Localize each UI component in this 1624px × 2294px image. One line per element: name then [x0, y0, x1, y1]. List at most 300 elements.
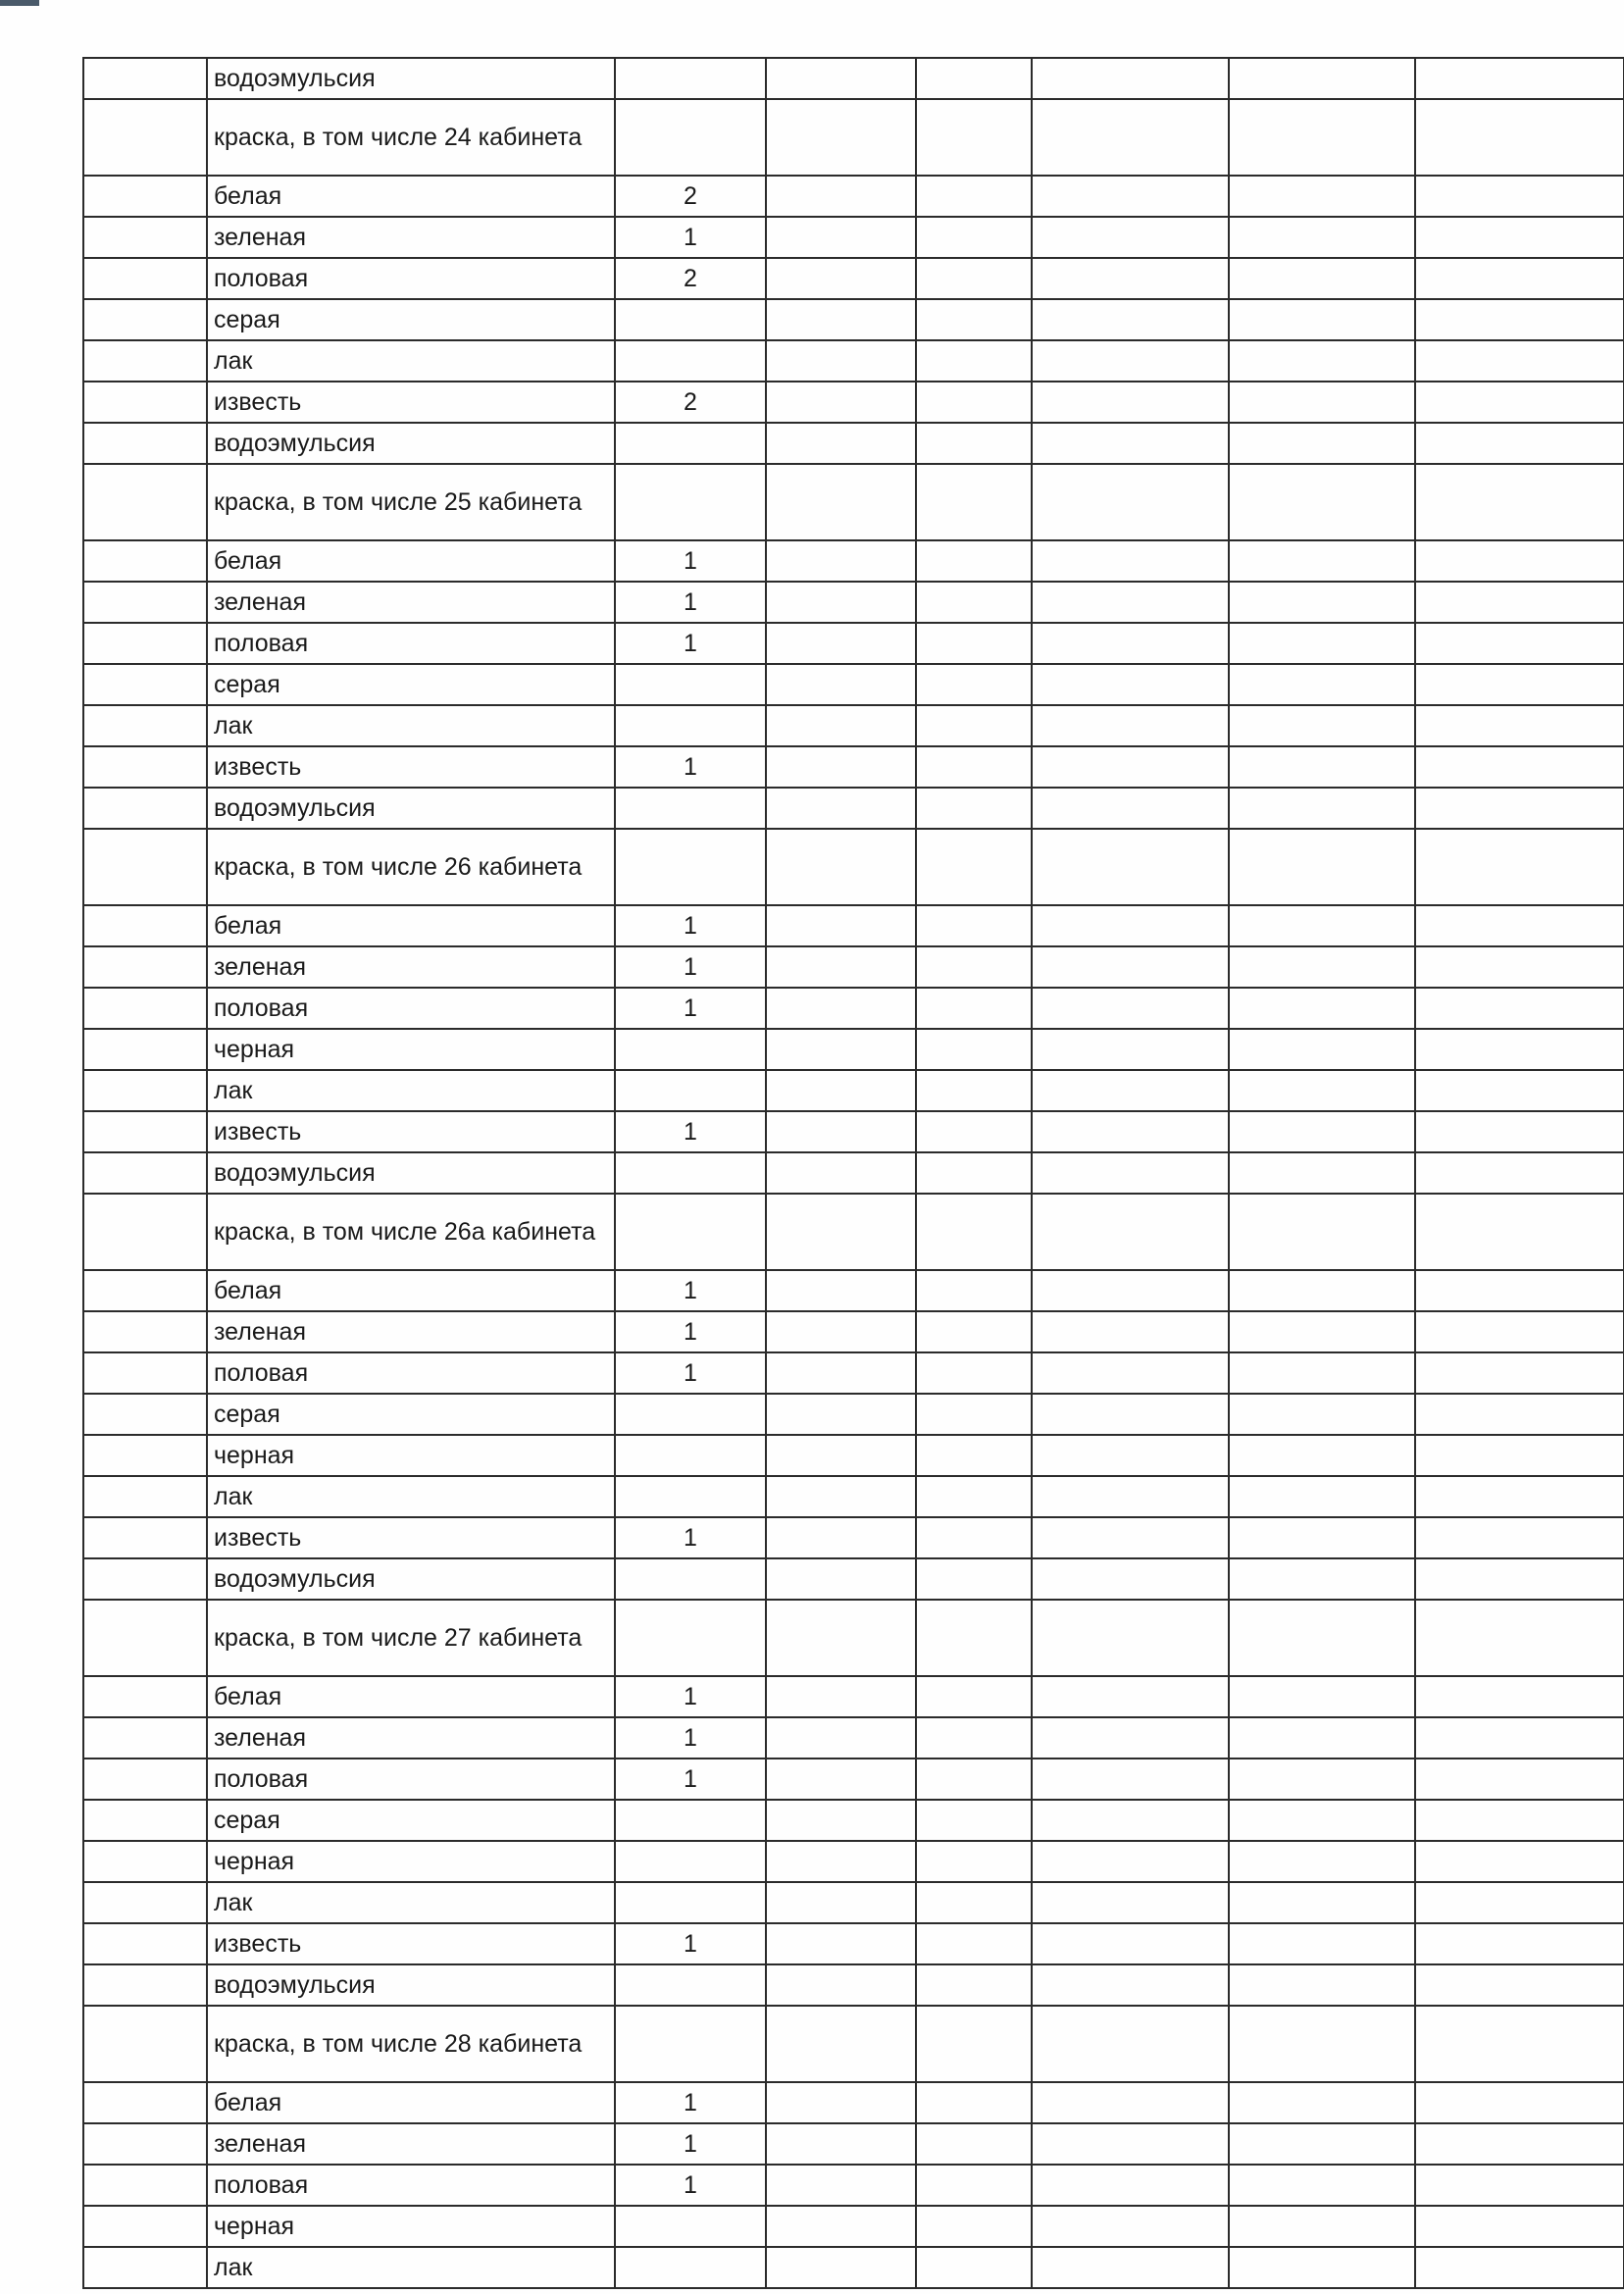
item-name-cell: краска, в том числе 26 кабинета [207, 829, 615, 905]
empty-cell [1415, 788, 1624, 829]
empty-cell [766, 1923, 916, 1964]
empty-cell [916, 1111, 1032, 1152]
empty-cell [1032, 1676, 1229, 1717]
item-name-cell: белая [207, 1270, 615, 1311]
empty-cell [1415, 2006, 1624, 2082]
table-row [83, 1676, 1624, 1717]
quantity-cell [615, 1964, 766, 2006]
empty-cell [1032, 1435, 1229, 1476]
empty-cell [1415, 258, 1624, 299]
row-number-cell [83, 1270, 207, 1311]
table-row [83, 258, 1624, 299]
row-number-cell [83, 217, 207, 258]
empty-cell [1032, 746, 1229, 788]
table-row [83, 382, 1624, 423]
empty-cell [1229, 1270, 1415, 1311]
empty-cell [1229, 1717, 1415, 1759]
table-row [83, 1717, 1624, 1759]
empty-cell [916, 905, 1032, 946]
table-row [83, 299, 1624, 340]
empty-cell [916, 217, 1032, 258]
empty-cell [1415, 623, 1624, 664]
empty-cell [916, 788, 1032, 829]
empty-cell [916, 1759, 1032, 1800]
empty-cell [916, 258, 1032, 299]
table-row [83, 340, 1624, 382]
row-number-cell [83, 1311, 207, 1352]
empty-cell [1415, 464, 1624, 540]
empty-cell [1032, 2123, 1229, 2165]
table-row [83, 2165, 1624, 2206]
empty-cell [1229, 99, 1415, 176]
row-number-cell [83, 1394, 207, 1435]
empty-cell [766, 299, 916, 340]
empty-cell [1229, 1152, 1415, 1194]
empty-cell [766, 2082, 916, 2123]
empty-cell [916, 1717, 1032, 1759]
empty-cell [1032, 464, 1229, 540]
empty-cell [766, 946, 916, 988]
empty-cell [1229, 1311, 1415, 1352]
quantity-cell: 2 [615, 176, 766, 217]
table-row [83, 2123, 1624, 2165]
item-name-cell: известь [207, 382, 615, 423]
table-row [83, 1882, 1624, 1923]
empty-cell [1415, 1352, 1624, 1394]
table-row [83, 1352, 1624, 1394]
quantity-cell: 1 [615, 2123, 766, 2165]
empty-cell [766, 1270, 916, 1311]
empty-cell [1415, 1558, 1624, 1600]
row-number-cell [83, 2006, 207, 2082]
item-name-cell: водоэмульсия [207, 1964, 615, 2006]
empty-cell [1415, 1717, 1624, 1759]
table-row [83, 1759, 1624, 1800]
empty-cell [1415, 1070, 1624, 1111]
empty-cell [1415, 1676, 1624, 1717]
empty-cell [766, 1841, 916, 1882]
empty-cell [1415, 1311, 1624, 1352]
quantity-cell [615, 1600, 766, 1676]
empty-cell [766, 1435, 916, 1476]
empty-cell [766, 988, 916, 1029]
quantity-cell [615, 423, 766, 464]
empty-cell [1229, 176, 1415, 217]
row-number-cell [83, 746, 207, 788]
empty-cell [766, 1517, 916, 1558]
empty-cell [1229, 1476, 1415, 1517]
table-row [83, 1311, 1624, 1352]
row-number-cell [83, 1964, 207, 2006]
table-row [83, 1111, 1624, 1152]
row-number-cell [83, 1435, 207, 1476]
item-name-cell: половая [207, 2165, 615, 2206]
quantity-cell [615, 99, 766, 176]
empty-cell [916, 1841, 1032, 1882]
row-number-cell [83, 1194, 207, 1270]
quantity-cell: 1 [615, 746, 766, 788]
empty-cell [916, 623, 1032, 664]
item-name-cell: серая [207, 664, 615, 705]
empty-cell [1229, 746, 1415, 788]
empty-cell [1032, 705, 1229, 746]
empty-cell [1229, 946, 1415, 988]
row-number-cell [83, 623, 207, 664]
empty-cell [1229, 423, 1415, 464]
row-number-cell [83, 1800, 207, 1841]
empty-cell [916, 58, 1032, 99]
empty-cell [1032, 1029, 1229, 1070]
item-name-cell: половая [207, 258, 615, 299]
empty-cell [1415, 829, 1624, 905]
quantity-cell [615, 1194, 766, 1270]
item-name-cell: серая [207, 1800, 615, 1841]
row-number-cell [83, 1759, 207, 1800]
materials-table [82, 57, 1624, 2289]
table-row [83, 1070, 1624, 1111]
empty-cell [1415, 1923, 1624, 1964]
empty-cell [766, 1882, 916, 1923]
item-name-cell: половая [207, 1352, 615, 1394]
empty-cell [1229, 1800, 1415, 1841]
item-name-cell: известь [207, 1517, 615, 1558]
quantity-cell: 1 [615, 946, 766, 988]
table-row [83, 2206, 1624, 2247]
empty-cell [1032, 946, 1229, 988]
scan-corner-mark [0, 0, 39, 6]
quantity-cell [615, 58, 766, 99]
table-row [83, 1923, 1624, 1964]
empty-cell [916, 464, 1032, 540]
empty-cell [1229, 540, 1415, 582]
item-name-cell: лак [207, 2247, 615, 2288]
row-number-cell [83, 582, 207, 623]
empty-cell [766, 1964, 916, 2006]
quantity-cell: 1 [615, 540, 766, 582]
quantity-cell [615, 1394, 766, 1435]
empty-cell [1032, 1352, 1229, 1394]
empty-cell [1229, 1517, 1415, 1558]
empty-cell [1415, 1270, 1624, 1311]
empty-cell [1415, 1882, 1624, 1923]
empty-cell [1415, 382, 1624, 423]
row-number-cell [83, 1111, 207, 1152]
empty-cell [1229, 464, 1415, 540]
quantity-cell: 1 [615, 1759, 766, 1800]
quantity-cell [615, 1800, 766, 1841]
empty-cell [916, 2082, 1032, 2123]
empty-cell [1415, 1111, 1624, 1152]
table-row [83, 746, 1624, 788]
empty-cell [1415, 582, 1624, 623]
table-row [83, 2247, 1624, 2288]
empty-cell [1032, 217, 1229, 258]
item-name-cell: водоэмульсия [207, 1152, 615, 1194]
empty-cell [916, 423, 1032, 464]
row-number-cell [83, 788, 207, 829]
empty-cell [916, 1352, 1032, 1394]
quantity-cell [615, 1152, 766, 1194]
quantity-cell [615, 2006, 766, 2082]
empty-cell [1229, 299, 1415, 340]
empty-cell [766, 540, 916, 582]
item-name-cell: серая [207, 299, 615, 340]
empty-cell [1229, 58, 1415, 99]
empty-cell [1229, 1600, 1415, 1676]
empty-cell [1415, 746, 1624, 788]
empty-cell [1229, 788, 1415, 829]
empty-cell [1032, 258, 1229, 299]
row-number-cell [83, 382, 207, 423]
empty-cell [916, 705, 1032, 746]
table-row [83, 1394, 1624, 1435]
item-name-cell: белая [207, 176, 615, 217]
empty-cell [1032, 1882, 1229, 1923]
empty-cell [766, 1476, 916, 1517]
quantity-cell [615, 664, 766, 705]
empty-cell [766, 99, 916, 176]
quantity-cell [615, 464, 766, 540]
item-name-cell: водоэмульсия [207, 1558, 615, 1600]
row-number-cell [83, 705, 207, 746]
empty-cell [1415, 1841, 1624, 1882]
quantity-cell [615, 1435, 766, 1476]
empty-cell [766, 582, 916, 623]
empty-cell [916, 2206, 1032, 2247]
item-name-cell: зеленая [207, 946, 615, 988]
empty-cell [766, 2165, 916, 2206]
empty-cell [766, 829, 916, 905]
row-number-cell [83, 1676, 207, 1717]
empty-cell [1032, 1923, 1229, 1964]
row-number-cell [83, 1600, 207, 1676]
empty-cell [916, 1394, 1032, 1435]
empty-cell [766, 2006, 916, 2082]
quantity-cell: 2 [615, 382, 766, 423]
table-row [83, 1152, 1624, 1194]
empty-cell [1229, 217, 1415, 258]
empty-cell [1032, 1841, 1229, 1882]
empty-cell [1032, 1964, 1229, 2006]
empty-cell [766, 664, 916, 705]
empty-cell [1032, 1476, 1229, 1517]
empty-cell [766, 1717, 916, 1759]
empty-cell [916, 1600, 1032, 1676]
empty-cell [916, 1194, 1032, 1270]
empty-cell [766, 2247, 916, 2288]
quantity-cell [615, 1558, 766, 1600]
empty-cell [766, 382, 916, 423]
empty-cell [766, 1111, 916, 1152]
row-number-cell [83, 1476, 207, 1517]
empty-cell [1415, 540, 1624, 582]
empty-cell [1032, 2206, 1229, 2247]
empty-cell [1415, 1517, 1624, 1558]
empty-cell [766, 1600, 916, 1676]
empty-cell [1415, 2165, 1624, 2206]
quantity-cell: 1 [615, 1352, 766, 1394]
empty-cell [1229, 382, 1415, 423]
empty-cell [1229, 2165, 1415, 2206]
empty-cell [1032, 1070, 1229, 1111]
empty-cell [1415, 988, 1624, 1029]
empty-cell [916, 1964, 1032, 2006]
item-name-cell: половая [207, 623, 615, 664]
empty-cell [1229, 340, 1415, 382]
item-name-cell: лак [207, 1882, 615, 1923]
table-row [83, 1435, 1624, 1476]
empty-cell [1415, 946, 1624, 988]
empty-cell [766, 340, 916, 382]
empty-cell [916, 540, 1032, 582]
empty-cell [916, 382, 1032, 423]
table-row [83, 582, 1624, 623]
quantity-cell [615, 1882, 766, 1923]
item-name-cell: краска, в том числе 25 кабинета [207, 464, 615, 540]
row-number-cell [83, 2247, 207, 2288]
empty-cell [916, 1558, 1032, 1600]
quantity-cell [615, 1841, 766, 1882]
empty-cell [1032, 2165, 1229, 2206]
empty-cell [1229, 1841, 1415, 1882]
empty-cell [766, 258, 916, 299]
quantity-cell [615, 705, 766, 746]
empty-cell [916, 1476, 1032, 1517]
empty-cell [1032, 2006, 1229, 2082]
empty-cell [1229, 2082, 1415, 2123]
empty-cell [916, 1517, 1032, 1558]
empty-cell [1032, 1111, 1229, 1152]
empty-cell [1229, 664, 1415, 705]
empty-cell [1032, 1270, 1229, 1311]
item-name-cell: водоэмульсия [207, 58, 615, 99]
empty-cell [1229, 2247, 1415, 2288]
empty-cell [1032, 540, 1229, 582]
quantity-cell [615, 1070, 766, 1111]
quantity-cell [615, 1476, 766, 1517]
table-row [83, 623, 1624, 664]
row-number-cell [83, 1070, 207, 1111]
empty-cell [916, 1882, 1032, 1923]
empty-cell [1032, 1558, 1229, 1600]
item-name-cell: черная [207, 1029, 615, 1070]
empty-cell [1032, 2082, 1229, 2123]
empty-cell [1229, 1029, 1415, 1070]
empty-cell [1229, 829, 1415, 905]
empty-cell [766, 2206, 916, 2247]
empty-cell [1229, 1676, 1415, 1717]
empty-cell [766, 176, 916, 217]
table-row [83, 1517, 1624, 1558]
quantity-cell: 1 [615, 2082, 766, 2123]
empty-cell [916, 2006, 1032, 2082]
row-number-cell [83, 258, 207, 299]
table-row [83, 946, 1624, 988]
quantity-cell: 1 [615, 1676, 766, 1717]
empty-cell [1229, 988, 1415, 1029]
empty-cell [1229, 1558, 1415, 1600]
empty-cell [1032, 99, 1229, 176]
quantity-cell: 1 [615, 1717, 766, 1759]
empty-cell [766, 2123, 916, 2165]
empty-cell [1032, 299, 1229, 340]
quantity-cell [615, 829, 766, 905]
empty-cell [916, 1311, 1032, 1352]
empty-cell [1032, 340, 1229, 382]
item-name-cell: зеленая [207, 217, 615, 258]
quantity-cell [615, 299, 766, 340]
empty-cell [1415, 664, 1624, 705]
empty-cell [766, 464, 916, 540]
table-row [83, 464, 1624, 540]
empty-cell [1415, 340, 1624, 382]
empty-cell [1229, 1352, 1415, 1394]
empty-cell [1415, 705, 1624, 746]
empty-cell [1229, 2123, 1415, 2165]
row-number-cell [83, 1517, 207, 1558]
quantity-cell [615, 2206, 766, 2247]
item-name-cell: зеленая [207, 1311, 615, 1352]
quantity-cell: 1 [615, 1111, 766, 1152]
empty-cell [916, 2165, 1032, 2206]
row-number-cell [83, 99, 207, 176]
empty-cell [1032, 1152, 1229, 1194]
empty-cell [1415, 176, 1624, 217]
empty-cell [1229, 258, 1415, 299]
empty-cell [1032, 829, 1229, 905]
item-name-cell: черная [207, 1435, 615, 1476]
item-name-cell: белая [207, 905, 615, 946]
empty-cell [1032, 1394, 1229, 1435]
empty-cell [916, 1029, 1032, 1070]
item-name-cell: белая [207, 2082, 615, 2123]
empty-cell [1032, 582, 1229, 623]
empty-cell [766, 788, 916, 829]
quantity-cell: 1 [615, 1270, 766, 1311]
row-number-cell [83, 423, 207, 464]
empty-cell [916, 1800, 1032, 1841]
empty-cell [1032, 905, 1229, 946]
quantity-cell: 1 [615, 582, 766, 623]
row-number-cell [83, 1029, 207, 1070]
row-number-cell [83, 905, 207, 946]
empty-cell [1415, 2123, 1624, 2165]
empty-cell [1415, 905, 1624, 946]
row-number-cell [83, 2123, 207, 2165]
empty-cell [766, 746, 916, 788]
table-row [83, 217, 1624, 258]
empty-cell [1415, 1394, 1624, 1435]
item-name-cell: известь [207, 746, 615, 788]
empty-cell [766, 1759, 916, 1800]
empty-cell [1229, 1759, 1415, 1800]
item-name-cell: известь [207, 1923, 615, 1964]
empty-cell [916, 99, 1032, 176]
quantity-cell: 2 [615, 258, 766, 299]
empty-cell [1229, 1070, 1415, 1111]
quantity-cell: 1 [615, 988, 766, 1029]
empty-cell [916, 946, 1032, 988]
empty-cell [916, 176, 1032, 217]
quantity-cell [615, 340, 766, 382]
empty-cell [1415, 1759, 1624, 1800]
table-row [83, 1476, 1624, 1517]
table-row [83, 1029, 1624, 1070]
table-row [83, 99, 1624, 176]
item-name-cell: краска, в том числе 28 кабинета [207, 2006, 615, 2082]
item-name-cell: водоэмульсия [207, 788, 615, 829]
empty-cell [1415, 1964, 1624, 2006]
